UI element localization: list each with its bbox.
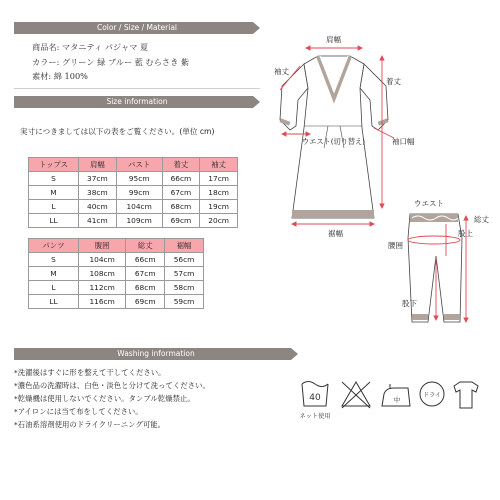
table-header-cell: 裾幅 <box>165 239 204 253</box>
table-header-row <box>29 239 204 253</box>
iron-label: 中 <box>393 396 401 404</box>
table-cell: S <box>29 172 79 186</box>
product-name: 商品名: マタニティ パジャマ 夏 <box>32 42 149 52</box>
table-header-cell: 腹囲 <box>79 239 126 253</box>
washing-information-bar: Washing information <box>14 348 298 360</box>
flat-dry-icon <box>454 382 478 408</box>
table-cell: 58cm <box>165 281 204 295</box>
pants-size-table <box>28 238 204 309</box>
label-rise: 股上 <box>458 229 473 238</box>
size-information-bar: Size information <box>14 96 260 108</box>
wash-temp: 40 <box>309 393 321 403</box>
care-icons <box>298 376 488 422</box>
dry-label: ドライ <box>423 392 441 399</box>
table-cell: 68cm <box>126 281 165 295</box>
table-cell: M <box>29 186 79 200</box>
table-cell: 17cm <box>200 172 238 186</box>
product-material: 素材: 綿 100% <box>32 71 88 81</box>
washing-note: *洗濯後はすぐに形を整えて干してください。 <box>14 368 166 377</box>
table-header-row <box>29 158 238 172</box>
table-row <box>29 253 204 267</box>
color-size-material-bar: Color / Size / Material <box>14 22 260 34</box>
washing-note: *乾燥機は使用しないでください。タンブル乾燥禁止。 <box>14 394 195 403</box>
table-cell: 37cm <box>79 172 117 186</box>
table-cell: M <box>29 267 79 281</box>
iron-icon <box>382 384 410 406</box>
table-row <box>29 172 238 186</box>
label-hem: 裾幅 <box>328 229 343 238</box>
label-shoulder: 肩幅 <box>326 35 341 44</box>
table-cell: 69cm <box>162 214 200 228</box>
pants-waistband <box>410 214 458 222</box>
table-header-cell: 肩幅 <box>79 158 117 172</box>
table-cell: 104cm <box>116 200 162 214</box>
table-cell: 69cm <box>126 295 165 309</box>
table-cell: 66cm <box>162 172 200 186</box>
table-cell: 99cm <box>116 186 162 200</box>
table-header-cell: トップス <box>29 158 79 172</box>
washing-note: *濃色品の洗濯時は、白色・淡色と分けて洗ってください。 <box>14 381 210 390</box>
table-cell: 40cm <box>79 200 117 214</box>
label-hip: 腰囲 <box>388 241 403 250</box>
table-cell: 18cm <box>200 186 238 200</box>
garment-diagram <box>262 8 498 342</box>
table-cell: S <box>29 253 79 267</box>
net-label: ネット使用 <box>299 413 331 420</box>
label-pants-waist: ウエスト <box>414 199 444 208</box>
table-cell: 66cm <box>126 253 165 267</box>
table-row <box>29 186 238 200</box>
table-cell: 41cm <box>79 214 117 228</box>
table-cell: 19cm <box>200 200 238 214</box>
no-bleach-icon <box>342 382 370 408</box>
table-header-cell: 袖丈 <box>200 158 238 172</box>
table-cell: L <box>29 200 79 214</box>
size-note: 実寸につきましては以下の表をご覧ください。(単位 cm) <box>20 127 215 136</box>
table-cell: 104cm <box>79 253 126 267</box>
table-row <box>29 200 238 214</box>
product-colors: カラー: グリーン 緑 ブルー 藍 むらさき 紫 <box>32 57 190 67</box>
table-row <box>29 281 204 295</box>
table-cell: 95cm <box>116 172 162 186</box>
table-cell: 57cm <box>165 267 204 281</box>
table-cell: 67cm <box>162 186 200 200</box>
label-total-length: 総丈 <box>474 215 489 224</box>
table-cell: LL <box>29 295 79 309</box>
wash-40-icon <box>300 382 331 421</box>
table-cell: 20cm <box>200 214 238 228</box>
label-waist-seam: ウエスト(切り替え) <box>302 137 366 146</box>
washing-note: *石油系溶剤使用のドライクリーニング可能。 <box>14 420 165 429</box>
dry-clean-icon <box>420 382 444 406</box>
table-row <box>29 214 238 228</box>
table-cell: 112cm <box>79 281 126 295</box>
label-cuff: 袖口幅 <box>392 137 415 146</box>
table-cell: 108cm <box>79 267 126 281</box>
table-row <box>29 267 204 281</box>
table-cell: LL <box>29 214 79 228</box>
table-cell: 68cm <box>162 200 200 214</box>
table-header-cell: 総丈 <box>126 239 165 253</box>
table-header-cell: パンツ <box>29 239 79 253</box>
washing-note: *アイロンには当て布をしてください。 <box>14 407 143 416</box>
tops-size-table <box>28 157 238 228</box>
table-cell: 109cm <box>116 214 162 228</box>
table-cell: 67cm <box>126 267 165 281</box>
table-header-cell: バスト <box>116 158 162 172</box>
table-cell: L <box>29 281 79 295</box>
divider <box>14 88 260 89</box>
label-inseam: 股下 <box>402 299 417 308</box>
table-cell: 38cm <box>79 186 117 200</box>
label-length: 着丈 <box>386 77 401 86</box>
table-row <box>29 295 204 309</box>
label-sleeve: 袖丈 <box>274 67 289 76</box>
hem-lace <box>292 210 374 218</box>
table-cell: 56cm <box>165 253 204 267</box>
table-cell: 59cm <box>165 295 204 309</box>
table-cell: 116cm <box>79 295 126 309</box>
table-header-cell: 着丈 <box>162 158 200 172</box>
